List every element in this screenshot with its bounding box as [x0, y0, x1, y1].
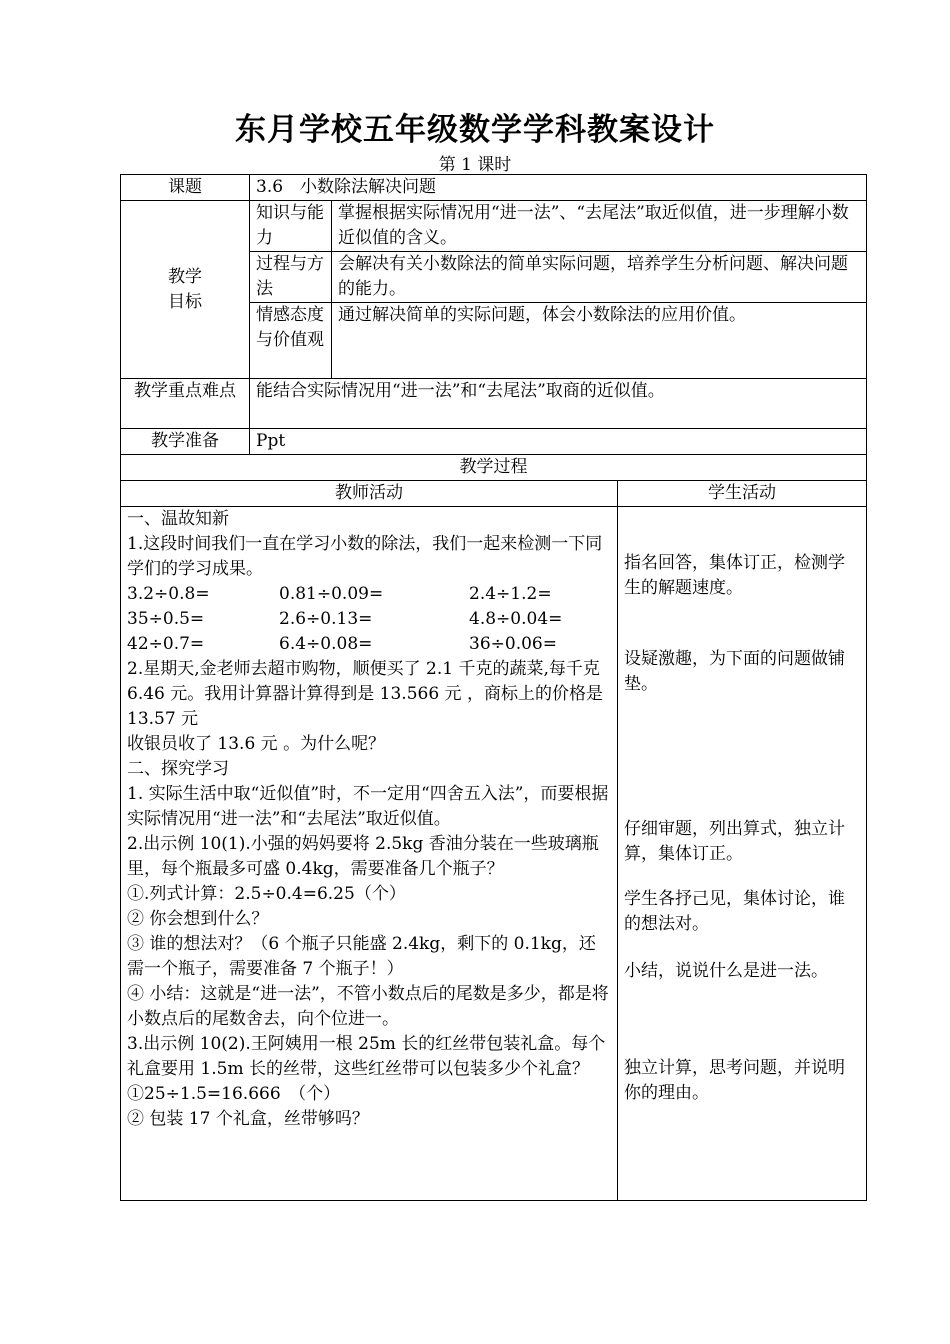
- teacher-activity-cell: [121, 507, 618, 1201]
- example-10-1-step2: ② 你会想到什么？: [127, 909, 269, 929]
- process-header: 教学过程: [121, 455, 867, 481]
- topic-value: 3.6 小数除法解决问题: [250, 175, 867, 201]
- preparation-label: 教学准备: [121, 429, 250, 455]
- calc-item: 2.6÷0.13=: [279, 609, 373, 629]
- preparation-value: Ppt: [250, 429, 867, 455]
- example-10-1-step3: ③ 谁的想法对？（6 个瓶子只能盛 2.4kg，剩下的 0.1kg，还需一个瓶子，需要准备 7 个瓶子！）: [127, 934, 596, 979]
- goal-label-knowledge: 知识与能力: [250, 201, 332, 252]
- example-10-2: 3.出示例 10(2).王阿姨用一根 25m 长的红丝带包装礼盒。每个礼盒要用 1.5m 长的丝带，这些红丝带可以包装多少个礼盒？: [127, 1034, 606, 1079]
- calc-item: 36÷0.06=: [469, 634, 557, 654]
- calc-row: [127, 582, 611, 607]
- goals-label-text: 教学 目标: [168, 266, 202, 312]
- example-10-1-step1: ①.列式计算：2.5÷0.4=6.25（个）: [127, 884, 406, 904]
- student-note: 独立计算，思考问题，并说明你的理由。: [624, 1058, 845, 1103]
- lesson-number: 第 1 课时: [438, 155, 512, 175]
- calc-item: 3.2÷0.8=: [127, 584, 210, 604]
- page-title: 东月学校五年级数学学科教案设计: [235, 112, 715, 148]
- topic-label: 课题: [121, 175, 250, 201]
- key-points-label: 教学重点难点: [121, 379, 250, 429]
- calc-item: 0.81÷0.09=: [279, 584, 384, 604]
- goals-label: [121, 201, 250, 379]
- example-10-2-step1: ①25÷1.5=16.666 （个）: [127, 1084, 341, 1104]
- section-review-heading: 一、温故知新: [127, 509, 229, 529]
- student-note: 仔细审题，列出算式，独立计算，集体订正。: [624, 819, 845, 864]
- calc-item: 6.4÷0.08=: [279, 634, 373, 654]
- shopping-problem: 2.星期天,金老师去超市购物，顺便买了 2.1 千克的蔬菜,每千克 6.46 元。我用计算器计算得到是 13.566 元 ，商标上的价格是 13.57 元: [127, 659, 609, 729]
- example-10-2-step2: ② 包装 17 个礼盒，丝带够吗？: [127, 1109, 369, 1129]
- key-points-value: 能结合实际情况用“进一法”和“去尾法”取商的近似值。: [250, 379, 867, 429]
- calc-item: 35÷0.5=: [127, 609, 205, 629]
- example-10-1: 2.出示例 10(1).小强的妈妈要将 2.5kg 香油分装在一些玻璃瓶里，每个瓶最多可盛 0.4kg，需要准备几个瓶子？: [127, 834, 599, 879]
- student-note: 学生各抒己见，集体讨论，谁的想法对。: [624, 889, 845, 934]
- teacher-activity-header: 教师活动: [121, 481, 618, 507]
- section-explore-heading: 二、探究学习: [127, 759, 229, 779]
- student-note: 小结，说说什么是进一法。: [624, 961, 828, 981]
- goal-text-knowledge: 掌握根据实际情况用“进一法”、“去尾法”取近似值，进一步理解小数近似值的含义。: [332, 201, 867, 252]
- student-note: 指名回答，集体订正，检测学生的解题速度。: [624, 553, 845, 598]
- goal-label-emotion: 情感态度与价值观: [250, 303, 332, 379]
- shopping-question: 收银员收了 13.6 元 。为什么呢？: [127, 734, 386, 754]
- example-10-1-summary: ④ 小结：这就是“进一法”，不管小数点后的尾数是多少，都是将小数点后的尾数舍去，向个位进一。: [127, 984, 609, 1029]
- student-activity-cell: [618, 507, 867, 1201]
- goal-text-emotion: 通过解决简单的实际问题，体会小数除法的应用价值。: [332, 303, 867, 379]
- calc-item: 2.4÷1.2=: [469, 584, 552, 604]
- calc-row: [127, 632, 611, 657]
- goal-text-process: 会解决有关小数除法的简单实际问题，培养学生分析问题、解决问题的能力。: [332, 252, 867, 303]
- calc-row: [127, 607, 611, 632]
- calc-item: 4.8÷0.04=: [469, 609, 563, 629]
- lesson-plan-table: [120, 174, 867, 1201]
- goal-label-process: 过程与方法: [250, 252, 332, 303]
- calc-item: 42÷0.7=: [127, 634, 205, 654]
- student-note: 设疑激趣，为下面的问题做铺垫。: [624, 649, 845, 694]
- approximation-intro: 1. 实际生活中取“近似值”时，不一定用“四舍五入法”，而要根据实际情况用“进一法”和“去尾法”取近似值。: [127, 784, 609, 829]
- student-activity-header: 学生活动: [618, 481, 867, 507]
- review-intro: 1.这段时间我们一直在学习小数的除法，我们一起来检测一下同学们的学习成果。: [127, 534, 603, 579]
